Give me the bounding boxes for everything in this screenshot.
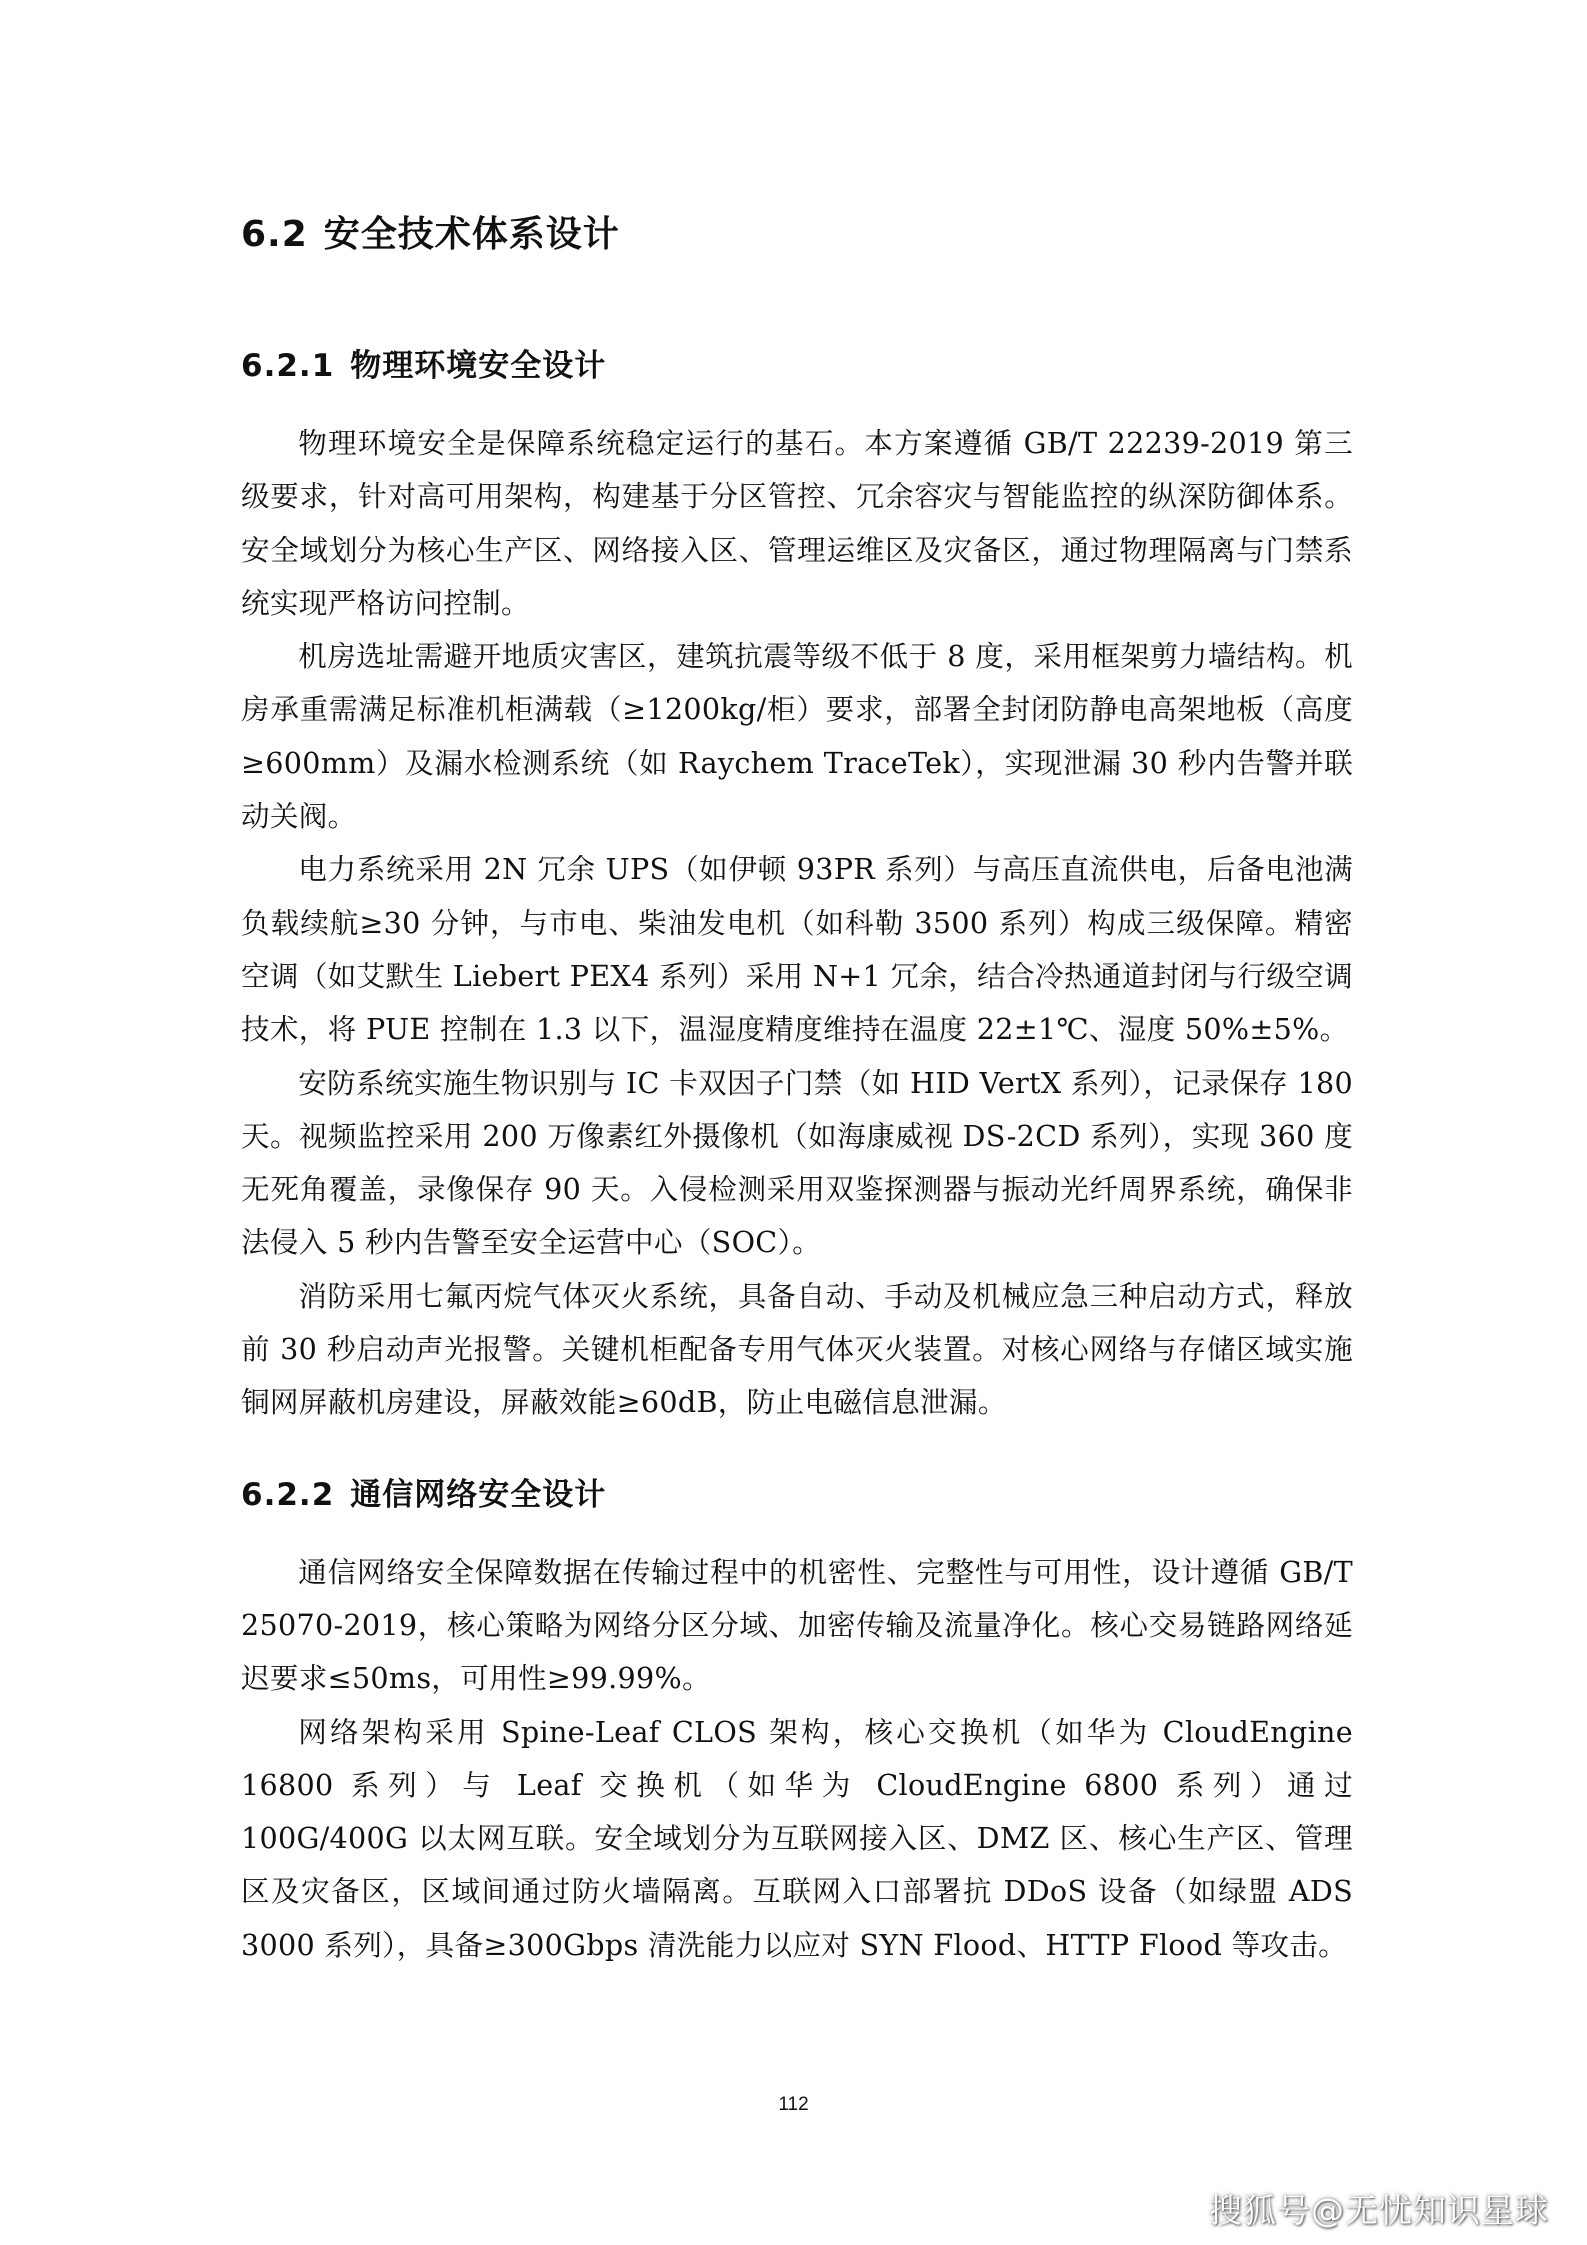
subsection-title: 通信网络安全设计 bbox=[350, 1476, 607, 1513]
subsection-heading-physical bbox=[241, 337, 1353, 395]
subsection-title: 物理环境安全设计 bbox=[350, 348, 607, 384]
section-number: 6.2 bbox=[241, 214, 308, 255]
section-title: 安全技术体系设计 bbox=[323, 214, 620, 255]
page-content bbox=[241, 205, 1353, 1972]
paragraph: 机房选址需避开地质灾害区，建筑抗震等级不低于 8 度，采用框架剪力墙结构。机房承重需满足标准机柜满载（≥1200kg/柜）要求，部署全封闭防静电高架地板（高度≥600mm）及漏水检测系统（如 Raychem TraceTek），实现泄漏 30 秒内告警并联动关阀。 bbox=[241, 639, 1353, 834]
watermark: 搜狐号@无忧知识星球 bbox=[1209, 2191, 1549, 2230]
paragraph: 物理环境安全是保障系统稳定运行的基石。本方案遵循 GB/T 22239-2019 第三级要求，针对高可用架构，构建基于分区管控、冗余容灾与智能监控的纵深防御体系。安全域划分为核心生产区、网络接入区、管理运维区及灾备区，通过物理隔离与门禁系统实现严格访问控制。 bbox=[241, 426, 1353, 620]
page-number: 112 bbox=[778, 2094, 809, 2115]
section-heading bbox=[241, 205, 1353, 265]
subsection-number: 6.2.2 bbox=[241, 1476, 335, 1513]
paragraph: 通信网络安全保障数据在传输过程中的机密性、完整性与可用性，设计遵循 GB/T 25070-2019，核心策略为网络分区分域、加密传输及流量净化。核心交易链路网络延迟要求≤50ms，可用性≥99.99%。 bbox=[241, 1554, 1353, 1696]
subsection-number: 6.2.1 bbox=[241, 348, 335, 384]
paragraph: 消防采用七氟丙烷气体灭火系统，具备自动、手动及机械应急三种启动方式，释放前 30 秒启动声光报警。关键机柜配备专用气体灭火装置。对核心网络与存储区域实施铜网屏蔽机房建设，屏蔽效能≥60dB，防止电磁信息泄漏。 bbox=[241, 1278, 1353, 1420]
paragraph: 网络架构采用 Spine-Leaf CLOS 架构，核心交换机（如华为 CloudEngine 16800 系列）与 Leaf 交换机（如华为 CloudEngine 6800 系列）通过 100G/400G 以太网互联。安全域划分为互联网接入区、DMZ 区、核心生产区、管理区及灾备区，区域间通过防火墙隔离。互联网入口部署抗 DDoS 设备（如绿盟 ADS 3000 系列），具备≥300Gbps 清洗能力以应对 SYN Flood、HTTP Flood 等攻击。 bbox=[241, 1714, 1353, 1962]
paragraph: 电力系统采用 2N 冗余 UPS（如伊顿 93PR 系列）与高压直流供电，后备电池满负载续航≥30 分钟，与市电、柴油发电机（如科勒 3500 系列）构成三级保障。精密空调（如艾默生 Liebert PEX4 系列）采用 N+1 冗余，结合冷热通道封闭与行级空调技术，将 PUE 控制在 1.3 以下，温湿度精度维持在温度 22±1℃、湿度 50%±5%。 bbox=[241, 852, 1353, 1047]
subsection-heading-network bbox=[241, 1466, 1353, 1524]
paragraph: 安防系统实施生物识别与 IC 卡双因子门禁（如 HID VertX 系列），记录保存 180 天。视频监控采用 200 万像素红外摄像机（如海康威视 DS-2CD 系列），实现 360 度无死角覆盖，录像保存 90 天。入侵检测采用双鉴探测器与振动光纤周界系统，确保非法侵入 5 秒内告警至安全运营中心（SOC）。 bbox=[241, 1065, 1353, 1260]
